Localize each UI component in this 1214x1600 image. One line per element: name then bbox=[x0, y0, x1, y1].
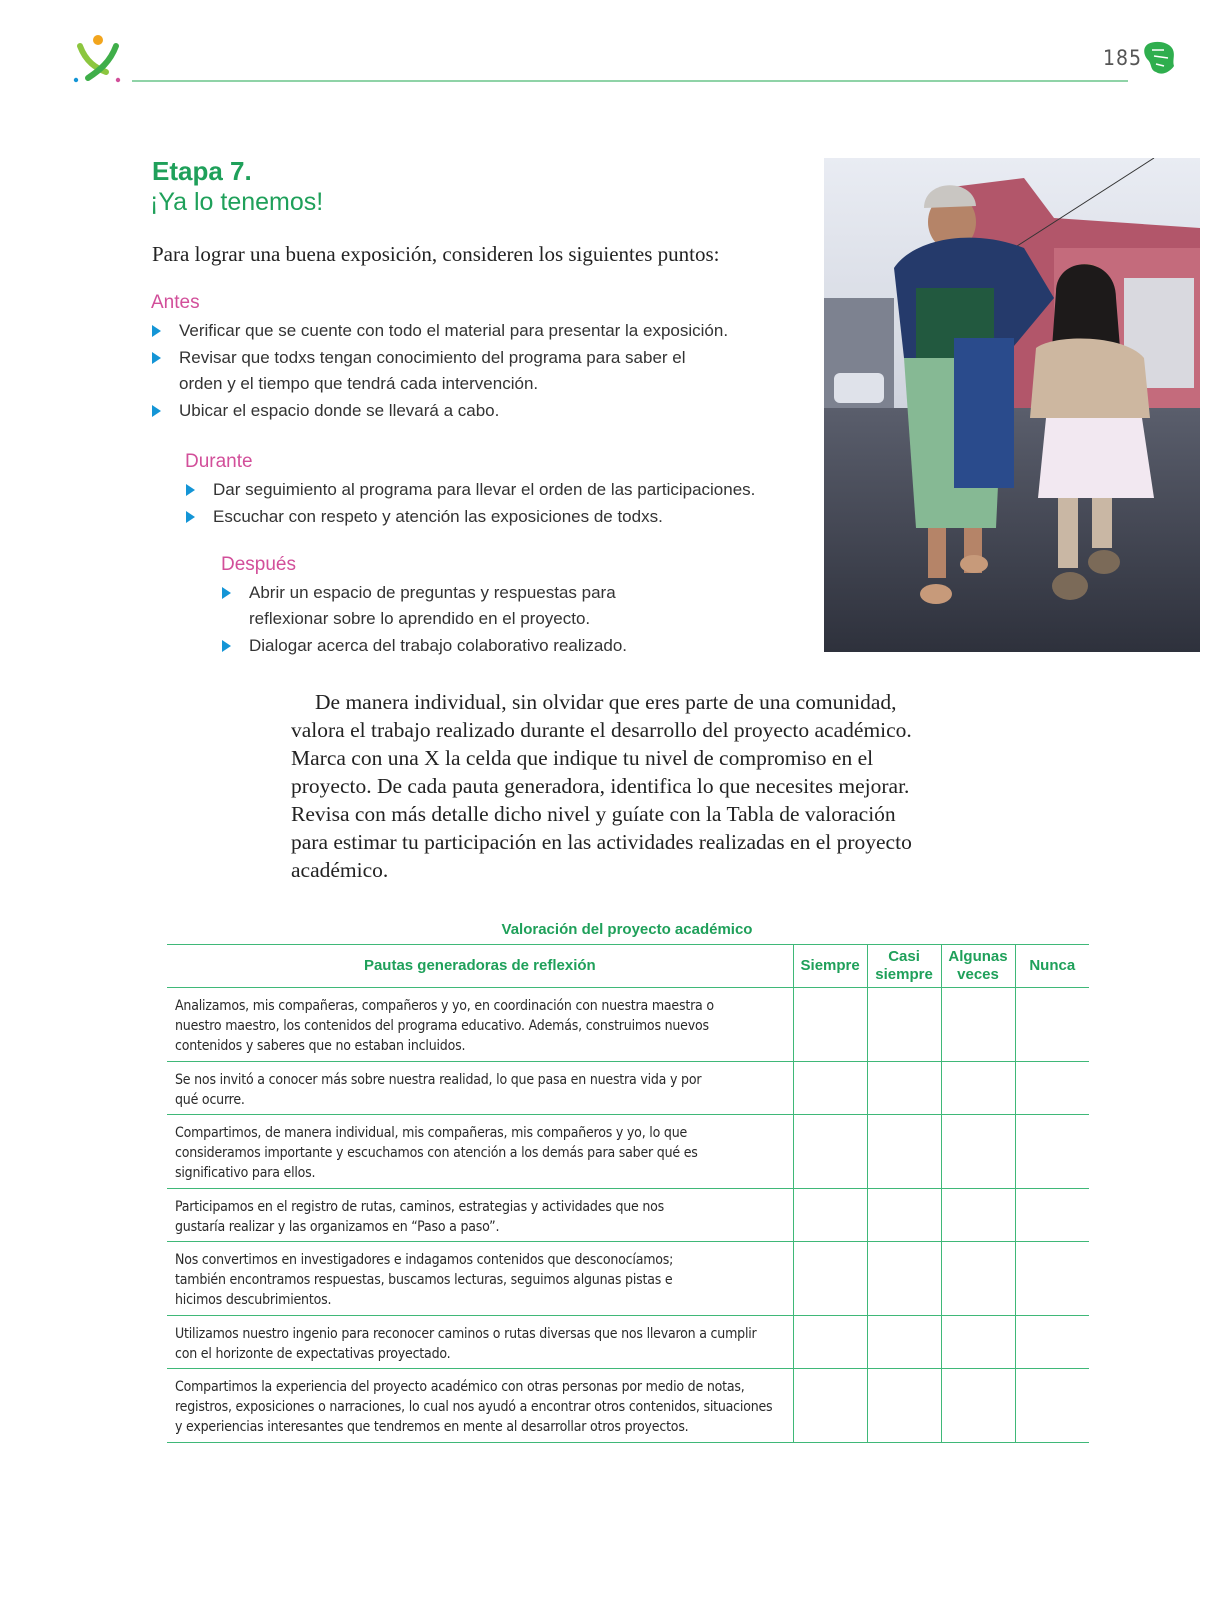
bullet-icon bbox=[186, 484, 195, 496]
mark-cell-nunca[interactable] bbox=[1015, 1242, 1089, 1316]
table-row bbox=[167, 1242, 1089, 1316]
row-text: Analizamos, mis compañeras, compañeros y yo, en coordinación con nuestra maestra o nuestro maestro, los contenidos del programa educativo. Además, construimos nuevos contenidos y saberes que no estaban incluidos. bbox=[167, 988, 793, 1062]
column-header-algunas-veces: Algunas veces bbox=[941, 945, 1015, 988]
map-ornament-icon bbox=[1142, 40, 1176, 76]
table-row bbox=[167, 1115, 1089, 1189]
list-item: Verificar que se cuente con todo el material para presentar la exposición. bbox=[150, 318, 750, 344]
intro-text: Para lograr una buena exposición, consideren los siguientes puntos: bbox=[152, 242, 720, 266]
mark-cell-siempre[interactable] bbox=[793, 1316, 867, 1369]
bullet-icon bbox=[152, 325, 161, 337]
header-rule bbox=[132, 80, 1128, 82]
valuation-table bbox=[167, 944, 1089, 1443]
stage-subtitle: ¡Ya lo tenemos! bbox=[150, 188, 324, 216]
table-row bbox=[167, 1316, 1089, 1369]
mark-cell-casi-siempre[interactable] bbox=[867, 1316, 941, 1369]
mark-cell-nunca[interactable] bbox=[1015, 1369, 1089, 1443]
mark-cell-algunas-veces[interactable] bbox=[941, 1189, 1015, 1242]
mark-cell-siempre[interactable] bbox=[793, 1062, 867, 1115]
photo-elder-and-child bbox=[824, 158, 1200, 652]
section-heading-antes: Antes bbox=[151, 292, 200, 313]
page-number: 185 bbox=[1103, 46, 1143, 70]
mark-cell-casi-siempre[interactable] bbox=[867, 1369, 941, 1443]
mark-cell-siempre[interactable] bbox=[793, 1189, 867, 1242]
mark-cell-casi-siempre[interactable] bbox=[867, 1062, 941, 1115]
row-text: Compartimos, de manera individual, mis compañeras, mis compañeros y yo, lo que consideramos importante y escuchamos con atención a los demás para saber qué es significativo para ellos. bbox=[167, 1115, 793, 1189]
list-item: Dialogar acerca del trabajo colaborativo realizado. bbox=[220, 633, 689, 659]
section-heading-durante: Durante bbox=[185, 451, 253, 472]
mark-cell-algunas-veces[interactable] bbox=[941, 1062, 1015, 1115]
mark-cell-nunca[interactable] bbox=[1015, 1062, 1089, 1115]
mark-cell-casi-siempre[interactable] bbox=[867, 1189, 941, 1242]
bullet-icon bbox=[152, 405, 161, 417]
mark-cell-siempre[interactable] bbox=[793, 1115, 867, 1189]
row-text: Se nos invitó a conocer más sobre nuestra realidad, lo que pasa en nuestra vida y por qué ocurre. bbox=[167, 1062, 793, 1115]
column-header-casi-siempre: Casi siempre bbox=[867, 945, 941, 988]
list-item: Revisar que todxs tengan conocimiento del programa para saber el orden y el tiempo que tendrá cada intervención. bbox=[150, 345, 709, 397]
row-text: Nos convertimos en investigadores e indagamos contenidos que desconocíamos; también encontramos respuestas, buscamos lecturas, seguimos algunas pistas e hicimos descubrimientos. bbox=[167, 1242, 793, 1316]
mark-cell-siempre[interactable] bbox=[793, 1369, 867, 1443]
mark-cell-siempre[interactable] bbox=[793, 1242, 867, 1316]
mark-cell-algunas-veces[interactable] bbox=[941, 1369, 1015, 1443]
bullet-icon bbox=[152, 352, 161, 364]
table-row bbox=[167, 1189, 1089, 1242]
table-row bbox=[167, 1062, 1089, 1115]
mark-cell-algunas-veces[interactable] bbox=[941, 1316, 1015, 1369]
section-heading-despues: Después bbox=[221, 554, 296, 575]
table-row bbox=[167, 1369, 1089, 1443]
mark-cell-casi-siempre[interactable] bbox=[867, 1242, 941, 1316]
mark-cell-nunca[interactable] bbox=[1015, 1115, 1089, 1189]
mark-cell-siempre[interactable] bbox=[793, 988, 867, 1062]
column-header-pautas: Pautas generadoras de reflexión bbox=[167, 945, 793, 988]
bullet-icon bbox=[222, 640, 231, 652]
column-header-nunca: Nunca bbox=[1015, 945, 1089, 988]
table-caption: Valoración del proyecto académico bbox=[501, 921, 753, 938]
book-logo-icon bbox=[72, 32, 130, 88]
list-item: Abrir un espacio de preguntas y respuestas para reflexionar sobre lo aprendido en el proyecto. bbox=[220, 580, 630, 632]
row-text: Utilizamos nuestro ingenio para reconocer caminos o rutas diversas que nos llevaron a cumplir con el horizonte de expectativas proyectado. bbox=[167, 1316, 793, 1369]
photo-illustration bbox=[824, 158, 1200, 652]
list-item: Escuchar con respeto y atención las exposiciones de todxs. bbox=[184, 504, 794, 530]
bullet-icon bbox=[186, 511, 195, 523]
bullet-icon bbox=[222, 587, 231, 599]
mark-cell-casi-siempre[interactable] bbox=[867, 988, 941, 1062]
column-header-siempre: Siempre bbox=[793, 945, 867, 988]
mark-cell-casi-siempre[interactable] bbox=[867, 1115, 941, 1189]
instructions-paragraph: De manera individual, sin olvidar que eres parte de una comunidad, valora el trabajo realizado durante el desarrollo del proyecto académico. Marca con una X la celda que indique tu nivel de compromiso en el proyecto. De cada pauta generadora, identifica lo que necesites mejorar. Revisa con más detalle dicho nivel y guíate con la Tabla de valoración para estimar tu participación en las actividades realizadas en el proyecto académico. bbox=[291, 690, 912, 882]
list-item: Dar seguimiento al programa para llevar el orden de las participaciones. bbox=[184, 477, 794, 503]
stage-title: Etapa 7. bbox=[152, 156, 252, 186]
mark-cell-algunas-veces[interactable] bbox=[941, 1242, 1015, 1316]
mark-cell-nunca[interactable] bbox=[1015, 1189, 1089, 1242]
list-durante bbox=[184, 477, 794, 531]
mark-cell-nunca[interactable] bbox=[1015, 1316, 1089, 1369]
row-text: Participamos en el registro de rutas, caminos, estrategias y actividades que nos gustaría realizar y las organizamos en “Paso a paso”. bbox=[167, 1189, 793, 1242]
mark-cell-nunca[interactable] bbox=[1015, 988, 1089, 1062]
list-despues bbox=[220, 580, 630, 660]
table-row bbox=[167, 988, 1089, 1062]
mark-cell-algunas-veces[interactable] bbox=[941, 988, 1015, 1062]
list-item: Ubicar el espacio donde se llevará a cabo. bbox=[150, 398, 750, 424]
row-text: Compartimos la experiencia del proyecto académico con otras personas por medio de notas, registros, exposiciones o narraciones, lo cual nos ayudó a encontrar otros contenidos, situaciones y experiencias interesantes que tendremos en mente al desarrollar otros proyectos. bbox=[167, 1369, 793, 1443]
mark-cell-algunas-veces[interactable] bbox=[941, 1115, 1015, 1189]
table-header-row bbox=[167, 945, 1089, 988]
list-antes bbox=[150, 318, 750, 425]
